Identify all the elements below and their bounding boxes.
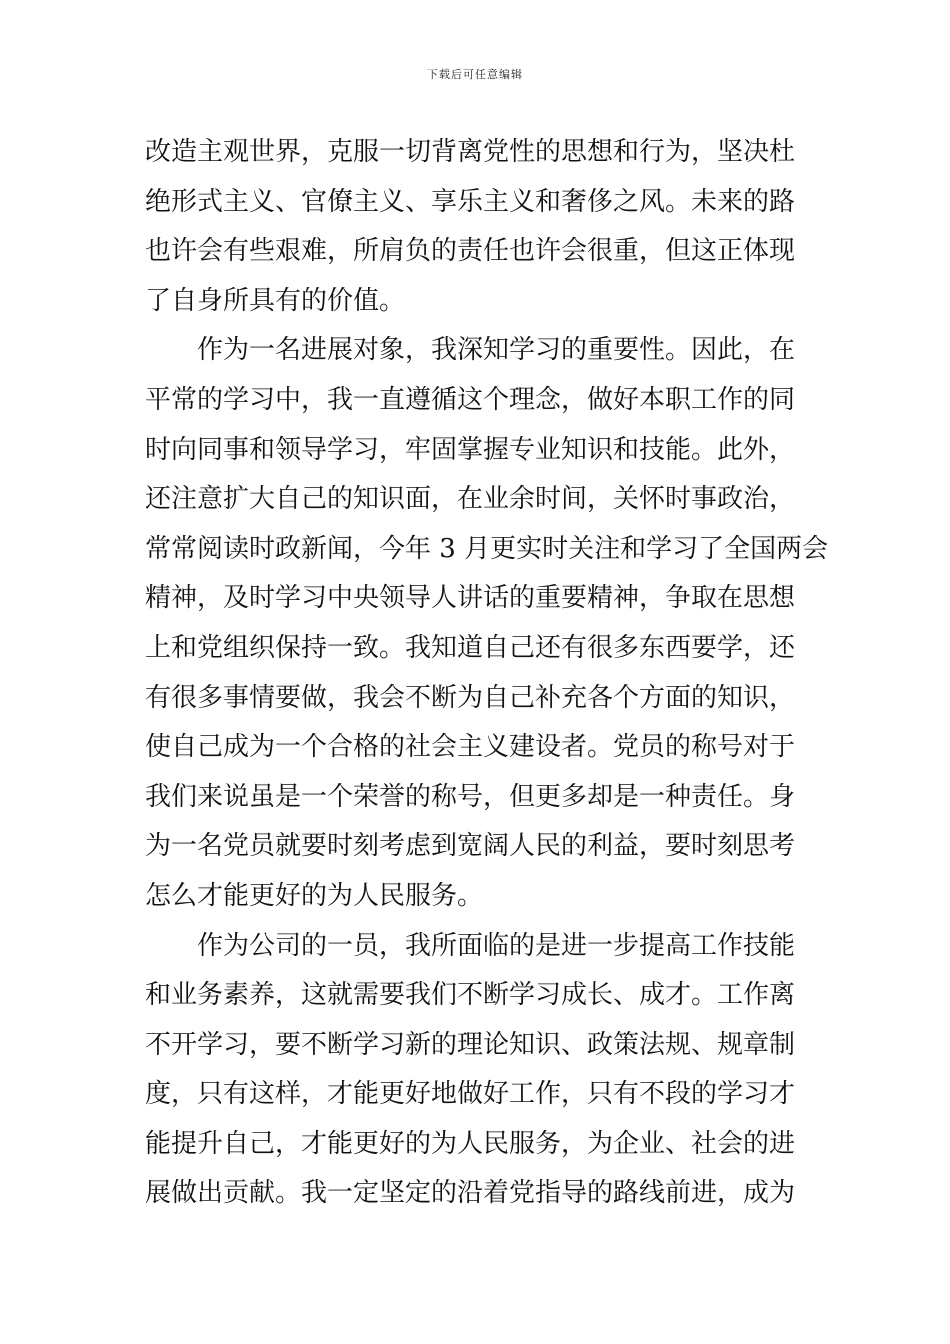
- text-line: 作为公司的一员，我所面临的是进一步提高工作技能: [145, 930, 796, 961]
- text-line: 精神，及时学习中央领导人讲话的重要精神，争取在思想: [145, 583, 796, 614]
- text-line: 能提升自己，才能更好的为人民服务，为企业、社会的进: [145, 1128, 796, 1159]
- text-line: 我们来说虽是一个荣誉的称号，但更多却是一种责任。身: [145, 781, 796, 812]
- text-line: 使自己成为一个合格的社会主义建设者。党员的称号对于: [145, 732, 796, 763]
- text-line: 怎么才能更好的为人民服务。: [145, 880, 484, 911]
- text-line: 和业务素养，这就需要我们不断学习成长、成才。工作离: [145, 980, 796, 1011]
- text-line: 时向同事和领导学习，牢固掌握专业知识和技能。此外，: [145, 434, 796, 465]
- text-line: 改造主观世界，克服一切背离党性的思想和行为，坚决杜: [145, 137, 796, 167]
- text-line: 度，只有这样，才能更好地做好工作，只有不段的学习才: [145, 1079, 796, 1110]
- text-line: 绝形式主义、官僚主义、享乐主义和奢侈之风。未来的路: [145, 186, 796, 217]
- text-line: 作为一名进展对象，我深知学习的重要性。因此，在: [145, 335, 796, 366]
- paragraph-3: [145, 922, 810, 1220]
- text-line: 了自身所具有的价值。: [145, 285, 406, 316]
- paragraph-2: [145, 326, 829, 921]
- document-body: [145, 128, 829, 1219]
- paragraph-1: [145, 128, 810, 326]
- text-line: 还注意扩大自己的知识面，在业余时间，关怀时事政治，: [145, 484, 796, 515]
- text-line: 也许会有些艰难，所肩负的责任也许会很重，但这正体现: [145, 236, 796, 267]
- text-line: 有很多事情要做，我会不断为自己补充各个方面的知识，: [145, 682, 796, 713]
- text-line: 平常的学习中，我一直遵循这个理念，做好本职工作的同: [145, 384, 796, 415]
- text-line: 展做出贡献。我一定坚定的沿着党指导的路线前进，成为: [145, 1178, 796, 1209]
- text-line: 上和党组织保持一致。我知道自己还有很多东西要学，还: [145, 632, 796, 663]
- page-header: 下载后可任意编辑: [427, 68, 523, 81]
- text-line: 为一名党员就要时刻考虑到宽阔人民的利益，要时刻思考: [145, 831, 796, 862]
- text-line: 不开学习，要不断学习新的理论知识、政策法规、规章制: [145, 1029, 796, 1060]
- text-line: 常常阅读时政新闻，今年 3 月更实时关注和学习了全国两会: [145, 533, 829, 564]
